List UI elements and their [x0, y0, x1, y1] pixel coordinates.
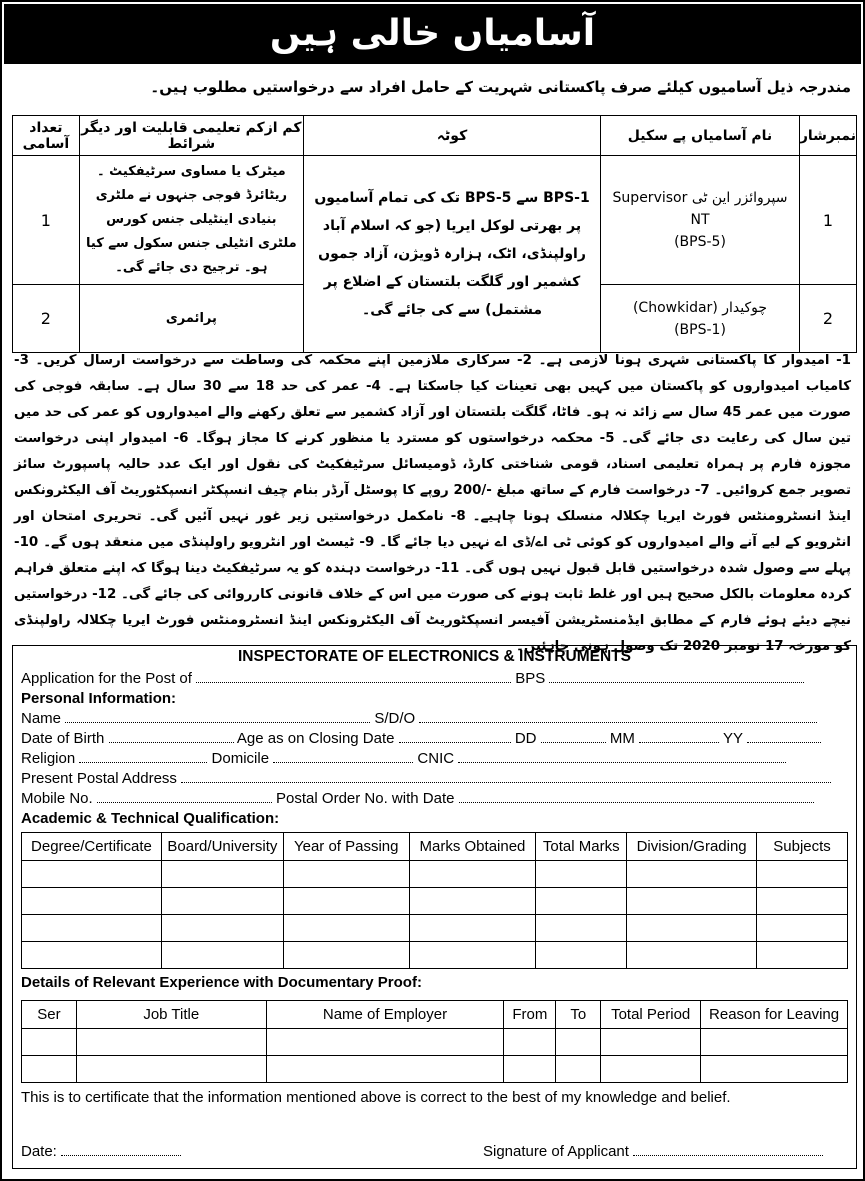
count-cell: 2	[13, 285, 80, 353]
col-header: Name of Employer	[266, 1001, 504, 1029]
signature-label: Signature of Applicant	[483, 1143, 629, 1160]
table-cell[interactable]	[409, 915, 536, 942]
col-header: Total Period	[601, 1001, 701, 1029]
application-for-label: Application for the Post of	[21, 670, 192, 687]
post-applied-field[interactable]	[196, 671, 511, 683]
mobile-field[interactable]	[97, 791, 272, 803]
postal-address-label: Present Postal Address	[21, 770, 177, 787]
table-cell[interactable]	[409, 942, 536, 969]
table-cell[interactable]	[22, 1029, 77, 1056]
table-cell[interactable]	[161, 861, 283, 888]
bps-field[interactable]	[549, 671, 804, 683]
table-cell[interactable]	[556, 1056, 601, 1083]
post-scale: (BPS-1)	[674, 321, 726, 338]
table-cell[interactable]	[266, 1029, 504, 1056]
postal-address-field[interactable]	[181, 771, 831, 783]
sdo-field[interactable]	[419, 711, 817, 723]
quota-cell: BPS-1 سے BPS-5 تک کی تمام آسامیوں پر بھرتی لوکل ایریا (جو کہ اسلام آباد راولپنڈی، اٹک، ہزارہ ڈویژن، آزاد جموں کشمیر اور گلگت بلتستان کے اضلاع پر مشتمل) سے کی جائے گی۔	[303, 156, 600, 353]
table-cell[interactable]	[283, 915, 409, 942]
table-cell[interactable]	[701, 1029, 848, 1056]
academic-table	[21, 832, 848, 969]
date-field[interactable]	[61, 1144, 181, 1156]
cnic-label: CNIC	[417, 750, 455, 767]
cnic-field[interactable]	[458, 751, 786, 763]
intro-text: مندرجہ ذیل آسامیوں کیلئے صرف پاکستانی شہریت کے حامل افراد سے درخواستیں مطلوب ہیں۔	[150, 78, 851, 96]
personal-info-heading: Personal Information:	[21, 690, 177, 707]
date-label: Date:	[21, 1143, 57, 1160]
academic-heading: Academic & Technical Qualification:	[21, 810, 280, 827]
name-label: Name	[21, 710, 62, 727]
mm-field[interactable]	[639, 731, 719, 743]
address-row	[21, 770, 848, 790]
signature-row	[483, 1143, 823, 1163]
table-cell[interactable]	[409, 861, 536, 888]
post-scale: (BPS-5)	[674, 234, 726, 250]
table-cell[interactable]	[22, 1056, 77, 1083]
table-row	[22, 1029, 848, 1056]
post-applied-row	[21, 670, 848, 690]
col-header: Degree/Certificate	[22, 833, 162, 861]
table-cell[interactable]	[283, 888, 409, 915]
table-cell[interactable]	[701, 1056, 848, 1083]
postal-order-field[interactable]	[459, 791, 814, 803]
table-row	[22, 1056, 848, 1083]
religion-label: Religion	[21, 750, 76, 767]
dd-field[interactable]	[541, 731, 606, 743]
table-cell[interactable]	[161, 888, 283, 915]
col-header: From	[504, 1001, 556, 1029]
table-cell[interactable]	[22, 861, 162, 888]
page-title: آسامیاں خالی ہیں	[4, 4, 861, 64]
table-cell[interactable]	[161, 942, 283, 969]
sdo-label: S/D/O	[374, 710, 416, 727]
post-cell	[601, 156, 800, 285]
table-row	[22, 888, 848, 915]
table-cell[interactable]	[536, 861, 627, 888]
table-cell[interactable]	[283, 942, 409, 969]
dob-row	[21, 730, 848, 750]
col-header: Job Title	[76, 1001, 266, 1029]
table-cell[interactable]	[536, 942, 627, 969]
mm-label: MM	[609, 730, 635, 747]
dob-label: Date of Birth	[21, 730, 105, 747]
col-header: Reason for Leaving	[701, 1001, 848, 1029]
table-cell[interactable]	[504, 1056, 556, 1083]
col-header: Subjects	[757, 833, 848, 861]
postal-order-label: Postal Order No. with Date	[276, 790, 455, 807]
name-row	[21, 710, 848, 730]
religion-field[interactable]	[79, 751, 207, 763]
signature-field[interactable]	[633, 1144, 823, 1156]
qualification-cell: پرائمری	[79, 285, 303, 353]
mobile-label: Mobile No.	[21, 790, 93, 807]
domicile-field[interactable]	[273, 751, 413, 763]
conditions-text: 1- امیدوار کا پاکستانی شہری ہونا لازمی ہے۔ 2- سرکاری ملازمین اپنے محکمہ کی وساطت سے درخواست ارسال کریں۔ 3- کامیاب امیدواروں کو پاکستان میں کہیں بھی تعینات کیا جاسکتا ہے۔ 4- عمر کی حد 18 سے 30 سال ہے۔ سابقہ فوجی کی صورت میں عمر 45 سال سے زائد نہ ہو۔ فاٹا، گلگت بلتستان اور آزاد کشمیر سے تعلق رکھنے والے امیدواروں کو عمر کی حد میں تین سال کی رعایت دی جائے گی۔ 5- محکمہ درخواستوں کو مسترد یا منظور کرنے کا مجاز ہوگا۔ 6- امیدوار اپنی درخواست مجوزہ فارم پر ہمراہ تعلیمی اسناد، قومی شناختی کارڈ، ڈومیسائل سرٹیفکیٹ کی نقول اور ایک عدد حالیہ پاسپورٹ سائز تصویر جمع کروائیں۔ 7- درخواست فارم کے ساتھ مبلغ -/200 روپے کا پوسٹل آرڈر بنام چیف انسپکٹر انسپکٹوریٹ آف الیکٹرونکس اینڈ انسٹرومنٹس فورٹ ایریا چکلالہ منسلک ہونا چاہیے۔ 8- نامکمل درخواستیں زیر غور نہیں آئیں گی۔ تحریری امتحان اور انٹرویو کے لیے آنے والے امیدواروں کو کوئی ٹی اے/ڈی اے نہیں دیا جائے گا۔ 9- ٹیسٹ اور انٹرویو راولپنڈی میں منعقد ہوں گے۔ 10- پہلے سے وصول شدہ درخواستیں قابل قبول نہیں ہوں گی۔ 11- درخواست دہندہ کو یہ سرٹیفکیٹ دینا ہوگا کہ اپنے متعلق فراہم کردہ معلومات بالکل صحیح ہیں اور غلط ثابت ہونے کی صورت میں اس کے خلاف قانونی کارروائی کی جائے گی۔ 12- درخواستیں نیچے دیئے ہوئے فارم کے مطابق ایڈمنسٹریشن آفیسر انسپکٹوریٹ آف الیکٹرونکس اینڈ انسٹرومنٹس فورٹ ایریا چکلالہ راولپنڈی کو مورخہ 17 نومبر 2020 تک وصول ہونی چاہئیں۔	[14, 353, 852, 654]
table-cell[interactable]	[161, 915, 283, 942]
table-cell[interactable]	[757, 942, 848, 969]
post-name-english: Supervisor NT	[612, 190, 710, 228]
col-header: Board/University	[161, 833, 283, 861]
table-cell[interactable]	[76, 1029, 266, 1056]
table-cell[interactable]	[627, 888, 757, 915]
table-cell[interactable]	[757, 888, 848, 915]
dob-field[interactable]	[109, 731, 234, 743]
table-cell[interactable]	[536, 888, 627, 915]
col-header: To	[556, 1001, 601, 1029]
domicile-label: Domicile	[211, 750, 270, 767]
post-name-english: (Chowkidar)	[632, 299, 718, 316]
experience-table	[21, 1000, 848, 1083]
col-header-post: نام آسامیاں پے سکیل	[601, 116, 800, 156]
name-field[interactable]	[65, 711, 370, 723]
table-cell[interactable]	[409, 888, 536, 915]
form-title: INSPECTORATE OF ELECTRONICS & INSTRUMENTS	[238, 648, 631, 665]
table-cell[interactable]	[627, 942, 757, 969]
serial-cell: 2	[799, 285, 856, 353]
post-cell	[601, 285, 800, 353]
post-name-urdu: سپروائزر این ٹی	[691, 190, 788, 206]
age-closing-label: Age as on Closing Date	[236, 730, 395, 747]
col-header-serial: نمبرشار	[799, 116, 856, 156]
table-row	[22, 861, 848, 888]
table-cell[interactable]	[536, 915, 627, 942]
col-header-qualification: کم ازکم تعلیمی قابلیت اور دیگر شرائط	[79, 116, 303, 156]
table-cell[interactable]	[504, 1029, 556, 1056]
vacancy-table	[12, 115, 857, 353]
col-header-count: تعداد آسامی	[13, 116, 80, 156]
table-cell[interactable]	[757, 861, 848, 888]
serial-cell: 1	[799, 156, 856, 285]
table-cell[interactable]	[627, 915, 757, 942]
table-cell[interactable]	[22, 888, 162, 915]
col-header: Division/Grading	[627, 833, 757, 861]
table-cell[interactable]	[757, 915, 848, 942]
certificate-text: This is to certificate that the information mentioned above is correct to the best of my knowledge and belief.	[21, 1089, 731, 1106]
experience-heading: Details of Relevant Experience with Documentary Proof:	[21, 974, 422, 991]
col-header: Total Marks	[536, 833, 627, 861]
table-cell[interactable]	[266, 1056, 504, 1083]
col-header-quota: کوٹہ	[303, 116, 600, 156]
yy-label: YY	[722, 730, 743, 747]
table-cell[interactable]	[76, 1056, 266, 1083]
col-header: Marks Obtained	[409, 833, 536, 861]
yy-field[interactable]	[747, 731, 821, 743]
table-row	[22, 915, 848, 942]
table-cell[interactable]	[22, 942, 162, 969]
dd-label: DD	[514, 730, 537, 747]
bps-label: BPS	[515, 670, 546, 687]
table-cell[interactable]	[601, 1029, 701, 1056]
count-cell: 1	[13, 156, 80, 285]
application-form	[12, 645, 857, 1169]
table-cell[interactable]	[556, 1029, 601, 1056]
age-field[interactable]	[399, 731, 511, 743]
qualification-cell: میٹرک یا مساوی سرٹیفکیٹ ۔ ریٹائرڈ فوجی جنہوں نے ملٹری بنیادی اینٹیلی جنس کورس ملٹری انٹیلی جنس سکول سے کیا ہو۔ ترجیح دی جائے گی۔	[79, 156, 303, 285]
table-cell[interactable]	[627, 861, 757, 888]
table-row	[13, 156, 857, 285]
religion-row	[21, 750, 848, 770]
post-name-urdu: چوکیدار	[722, 299, 768, 316]
table-cell[interactable]	[22, 915, 162, 942]
mobile-row	[21, 790, 848, 810]
table-row	[22, 942, 848, 969]
col-header: Year of Passing	[283, 833, 409, 861]
table-cell[interactable]	[601, 1056, 701, 1083]
table-cell[interactable]	[283, 861, 409, 888]
col-header: Ser	[22, 1001, 77, 1029]
